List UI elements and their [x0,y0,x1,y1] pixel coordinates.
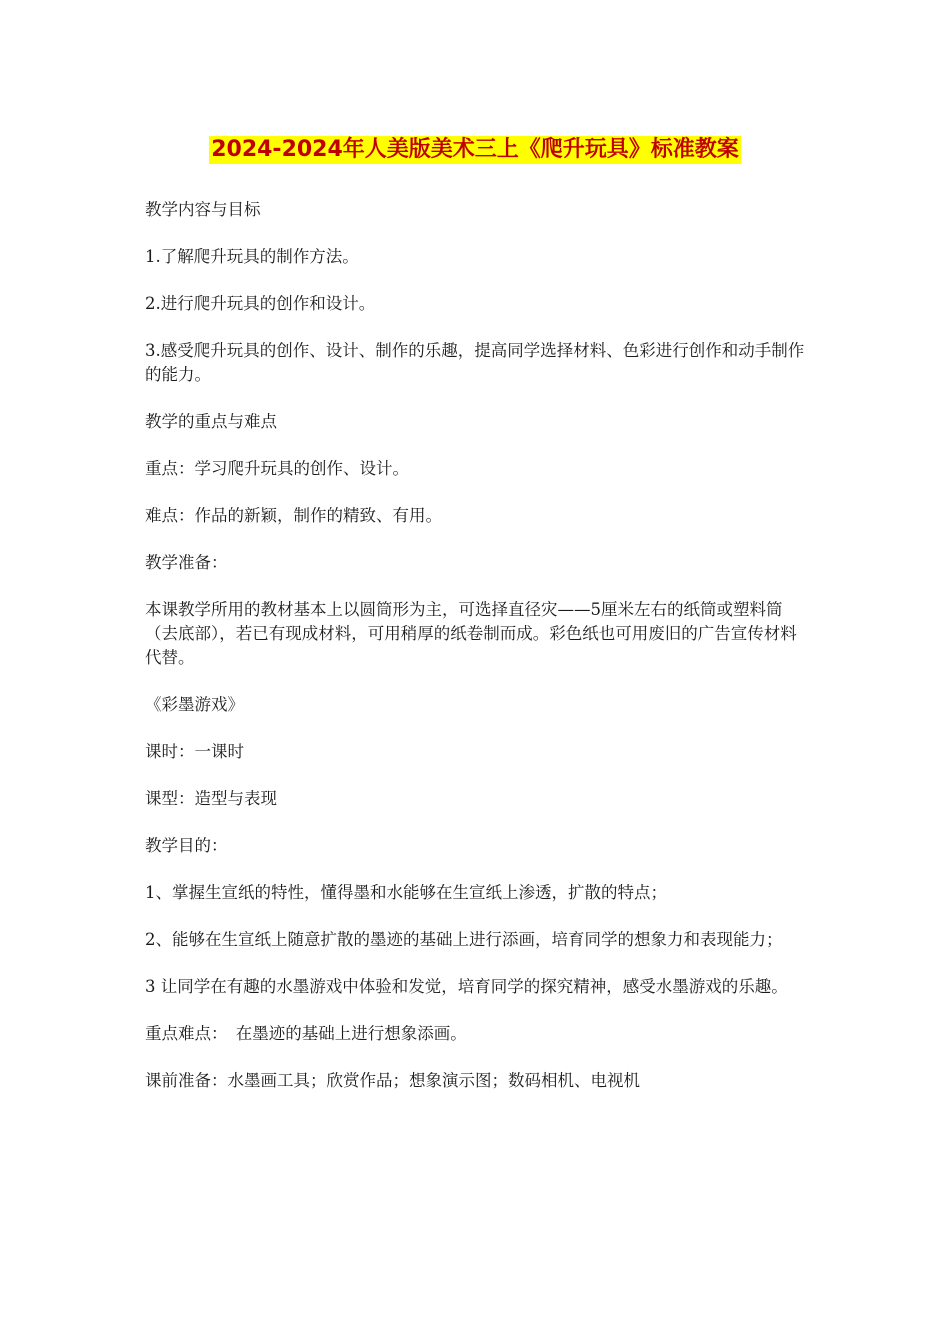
aim-item-1: 1、掌握生宣纸的特性，懂得墨和水能够在生宣纸上渗透，扩散的特点； [145,883,667,902]
goal-item-2: 2.进行爬升玩具的创作和设计。 [145,294,376,313]
section-heading-content-goals: 教学内容与目标 [145,200,261,219]
document-title: 2024-2024年人美版美术三上《爬升玩具》标准教案 [211,137,739,162]
pre-class-preparation: 课前准备：水墨画工具；欣赏作品；想象演示图；数码相机、电视机 [145,1071,640,1090]
key-difficult-points: 重点难点： 在墨迹的基础上进行想象添画。 [145,1024,467,1043]
class-type: 课型：造型与表现 [145,789,277,808]
key-point: 重点：学习爬升玩具的创作、设计。 [145,459,409,478]
class-hours: 课时：一课时 [145,742,244,761]
section-heading-preparation: 教学准备： [145,553,228,572]
preparation-text: 本课教学所用的教材基本上以圆筒形为主，可选择直径灾——5厘米左右的纸筒或塑料筒（去底部），若已有现成材料，可用稍厚的纸卷制而成。彩色纸也可用废旧的广告宣传材料代替。 [145,600,797,667]
aim-item-2: 2、能够在生宣纸上随意扩散的墨迹的基础上进行添画，培育同学的想象力和表现能力； [145,930,783,949]
section-heading-key-points: 教学的重点与难点 [145,412,277,431]
section-heading-teaching-aims: 教学目的： [145,836,228,855]
goal-item-1: 1.了解爬升玩具的制作方法。 [145,247,359,266]
title-container [0,136,950,164]
lesson-title-ink-game: 《彩墨游戏》 [145,695,244,714]
document-body [145,198,810,1116]
goal-item-3: 3.感受爬升玩具的创作、设计、制作的乐趣，提高同学选择材料、色彩进行创作和动手制作的能力。 [145,341,805,384]
aim-item-3: 3 让同学在有趣的水墨游戏中体验和发觉，培育同学的探究精神，感受水墨游戏的乐趣。 [145,977,788,996]
difficult-point: 难点：作品的新颖，制作的精致、有用。 [145,506,442,525]
